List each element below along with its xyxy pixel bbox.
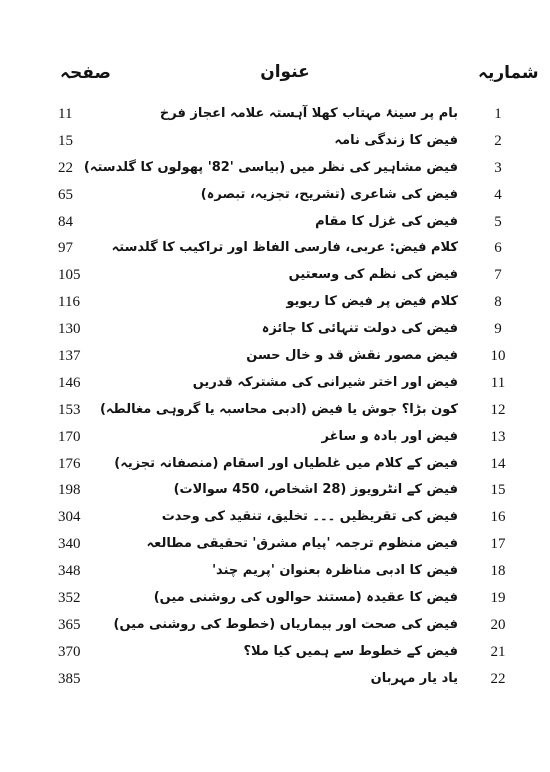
entry-number: 14 [490,455,506,472]
contents-row [0,182,550,209]
entry-number: 5 [494,213,502,230]
entry-title: فیض کے خطوط سے ہمیں کیا ملا؟ [243,643,458,659]
entry-number: 18 [490,563,506,580]
entry-number: 1 [494,106,502,122]
entry-page-number: 65 [58,186,73,203]
entry-page-number: 130 [58,321,81,338]
entry-number: 11 [490,374,506,391]
entry-title: فیض کے انٹرویوز (28 اشخاص، 450 سوالات) [173,482,458,498]
contents-row [0,451,550,478]
contents-row [0,289,550,316]
entry-page-number: 11 [58,106,73,122]
contents-row [0,316,550,343]
title-column-header: عنوان [260,62,310,82]
entry-page-number: 15 [58,132,73,149]
entry-title: فیض کی شاعری (تشریح، تجزیہ، تبصرہ) [200,186,458,202]
entry-title: فیض منظوم ترجمہ 'پیام مشرق' تحقیقی مطالعہ [146,536,458,552]
entry-title: فیض کا زندگی نامہ [334,132,458,148]
entry-page-number: 304 [58,509,81,526]
entry-page-number: 198 [58,482,81,499]
contents-row [0,101,550,128]
contents-row [0,666,550,693]
entry-number: 7 [494,267,502,284]
contents-row [0,209,550,236]
entry-page-number: 137 [58,348,81,365]
contents-row [0,639,550,666]
entry-title: کلام فیض پر فیض کا ریویو [286,294,458,310]
entry-title: بام پر سینۂ مہتاب کھلا آہستہ علامہ اعجاز فرخ [159,106,458,121]
entry-number: 16 [490,509,506,526]
entry-number: 9 [494,321,502,338]
entry-title: فیض مشاہیر کی نظر میں (بیاسی '82' پھولوں کا گلدستہ) [83,159,458,175]
entry-page-number: 22 [58,159,73,176]
entry-page-number: 97 [58,240,73,257]
entry-title: یاد یار مہربان [370,670,458,686]
entry-title: فیض کا ادبی مناظرہ بعنوان 'پریم چند' [212,563,458,579]
entry-number: 13 [490,428,506,445]
entry-number: 17 [490,536,506,553]
contents-row [0,477,550,504]
number-column-header: شماریہ [478,63,539,83]
entry-title: فیض کی دولت تنہائی کا جائزہ [261,321,458,337]
contents-row [0,531,550,558]
entry-page-number: 105 [58,267,81,284]
entry-number: 15 [490,482,506,499]
contents-row [0,370,550,397]
entry-page-number: 365 [58,616,81,633]
contents-row [0,585,550,612]
entry-title: فیض اور اختر شیرانی کی مشترکہ قدریں [192,374,458,390]
entry-page-number: 385 [58,670,81,687]
entry-title: فیض کا عقیدہ (مستند حوالوں کی روشنی میں) [153,590,458,606]
entry-number: 19 [490,590,506,607]
entry-number: 6 [494,240,502,257]
entry-number: 3 [494,159,502,176]
entry-title: فیض کی تقریظیں ۔۔۔ تخلیق، تنقید کی وحدت [161,509,458,525]
entry-number: 22 [490,670,506,687]
contents-row [0,558,550,585]
entry-title: فیض اور بادہ و ساغر [321,428,458,444]
contents-row [0,397,550,424]
contents-row [0,343,550,370]
contents-row [0,262,550,289]
contents-row [0,235,550,262]
entry-page-number: 84 [58,213,73,230]
page-column-header: صفحہ [60,63,111,83]
entry-number: 8 [494,294,502,311]
contents-row [0,424,550,451]
entry-number: 4 [494,186,502,203]
entry-number: 20 [490,616,506,633]
entry-title: کلام فیض: عربی، فارسی الفاظ اور تراکیب کا گلدستہ [111,240,458,256]
contents-row [0,128,550,155]
entry-page-number: 352 [58,590,81,607]
entry-page-number: 348 [58,563,81,580]
entry-number: 10 [490,348,506,365]
entry-page-number: 170 [58,428,81,445]
entry-number: 21 [490,643,506,660]
contents-row [0,155,550,182]
entry-title: فیض کی غزل کا مقام [315,213,458,229]
entry-number: 2 [494,132,502,149]
entry-title: فیض مصور نقش قد و خال حسن [246,348,458,364]
entry-page-number: 153 [58,401,81,418]
contents-row [0,504,550,531]
entry-number: 12 [490,401,506,418]
entry-title: فیض کی نظم کی وسعتیں [288,267,458,283]
entry-title: فیض کی صحت اور بیماریاں (خطوط کی روشنی میں) [113,616,458,632]
entry-page-number: 176 [58,455,81,472]
entry-page-number: 340 [58,536,81,553]
contents-list [0,101,550,693]
entry-page-number: 370 [58,643,81,660]
entry-title: فیض کے کلام میں غلطیاں اور اسقام (منصفانہ تجزیہ) [114,455,458,471]
entry-title: کون بڑا؟ جوش یا فیض (ادبی محاسبہ یا گروہی مغالطہ) [99,401,458,417]
entry-page-number: 146 [58,374,81,391]
contents-row [0,612,550,639]
entry-page-number: 116 [58,294,80,311]
